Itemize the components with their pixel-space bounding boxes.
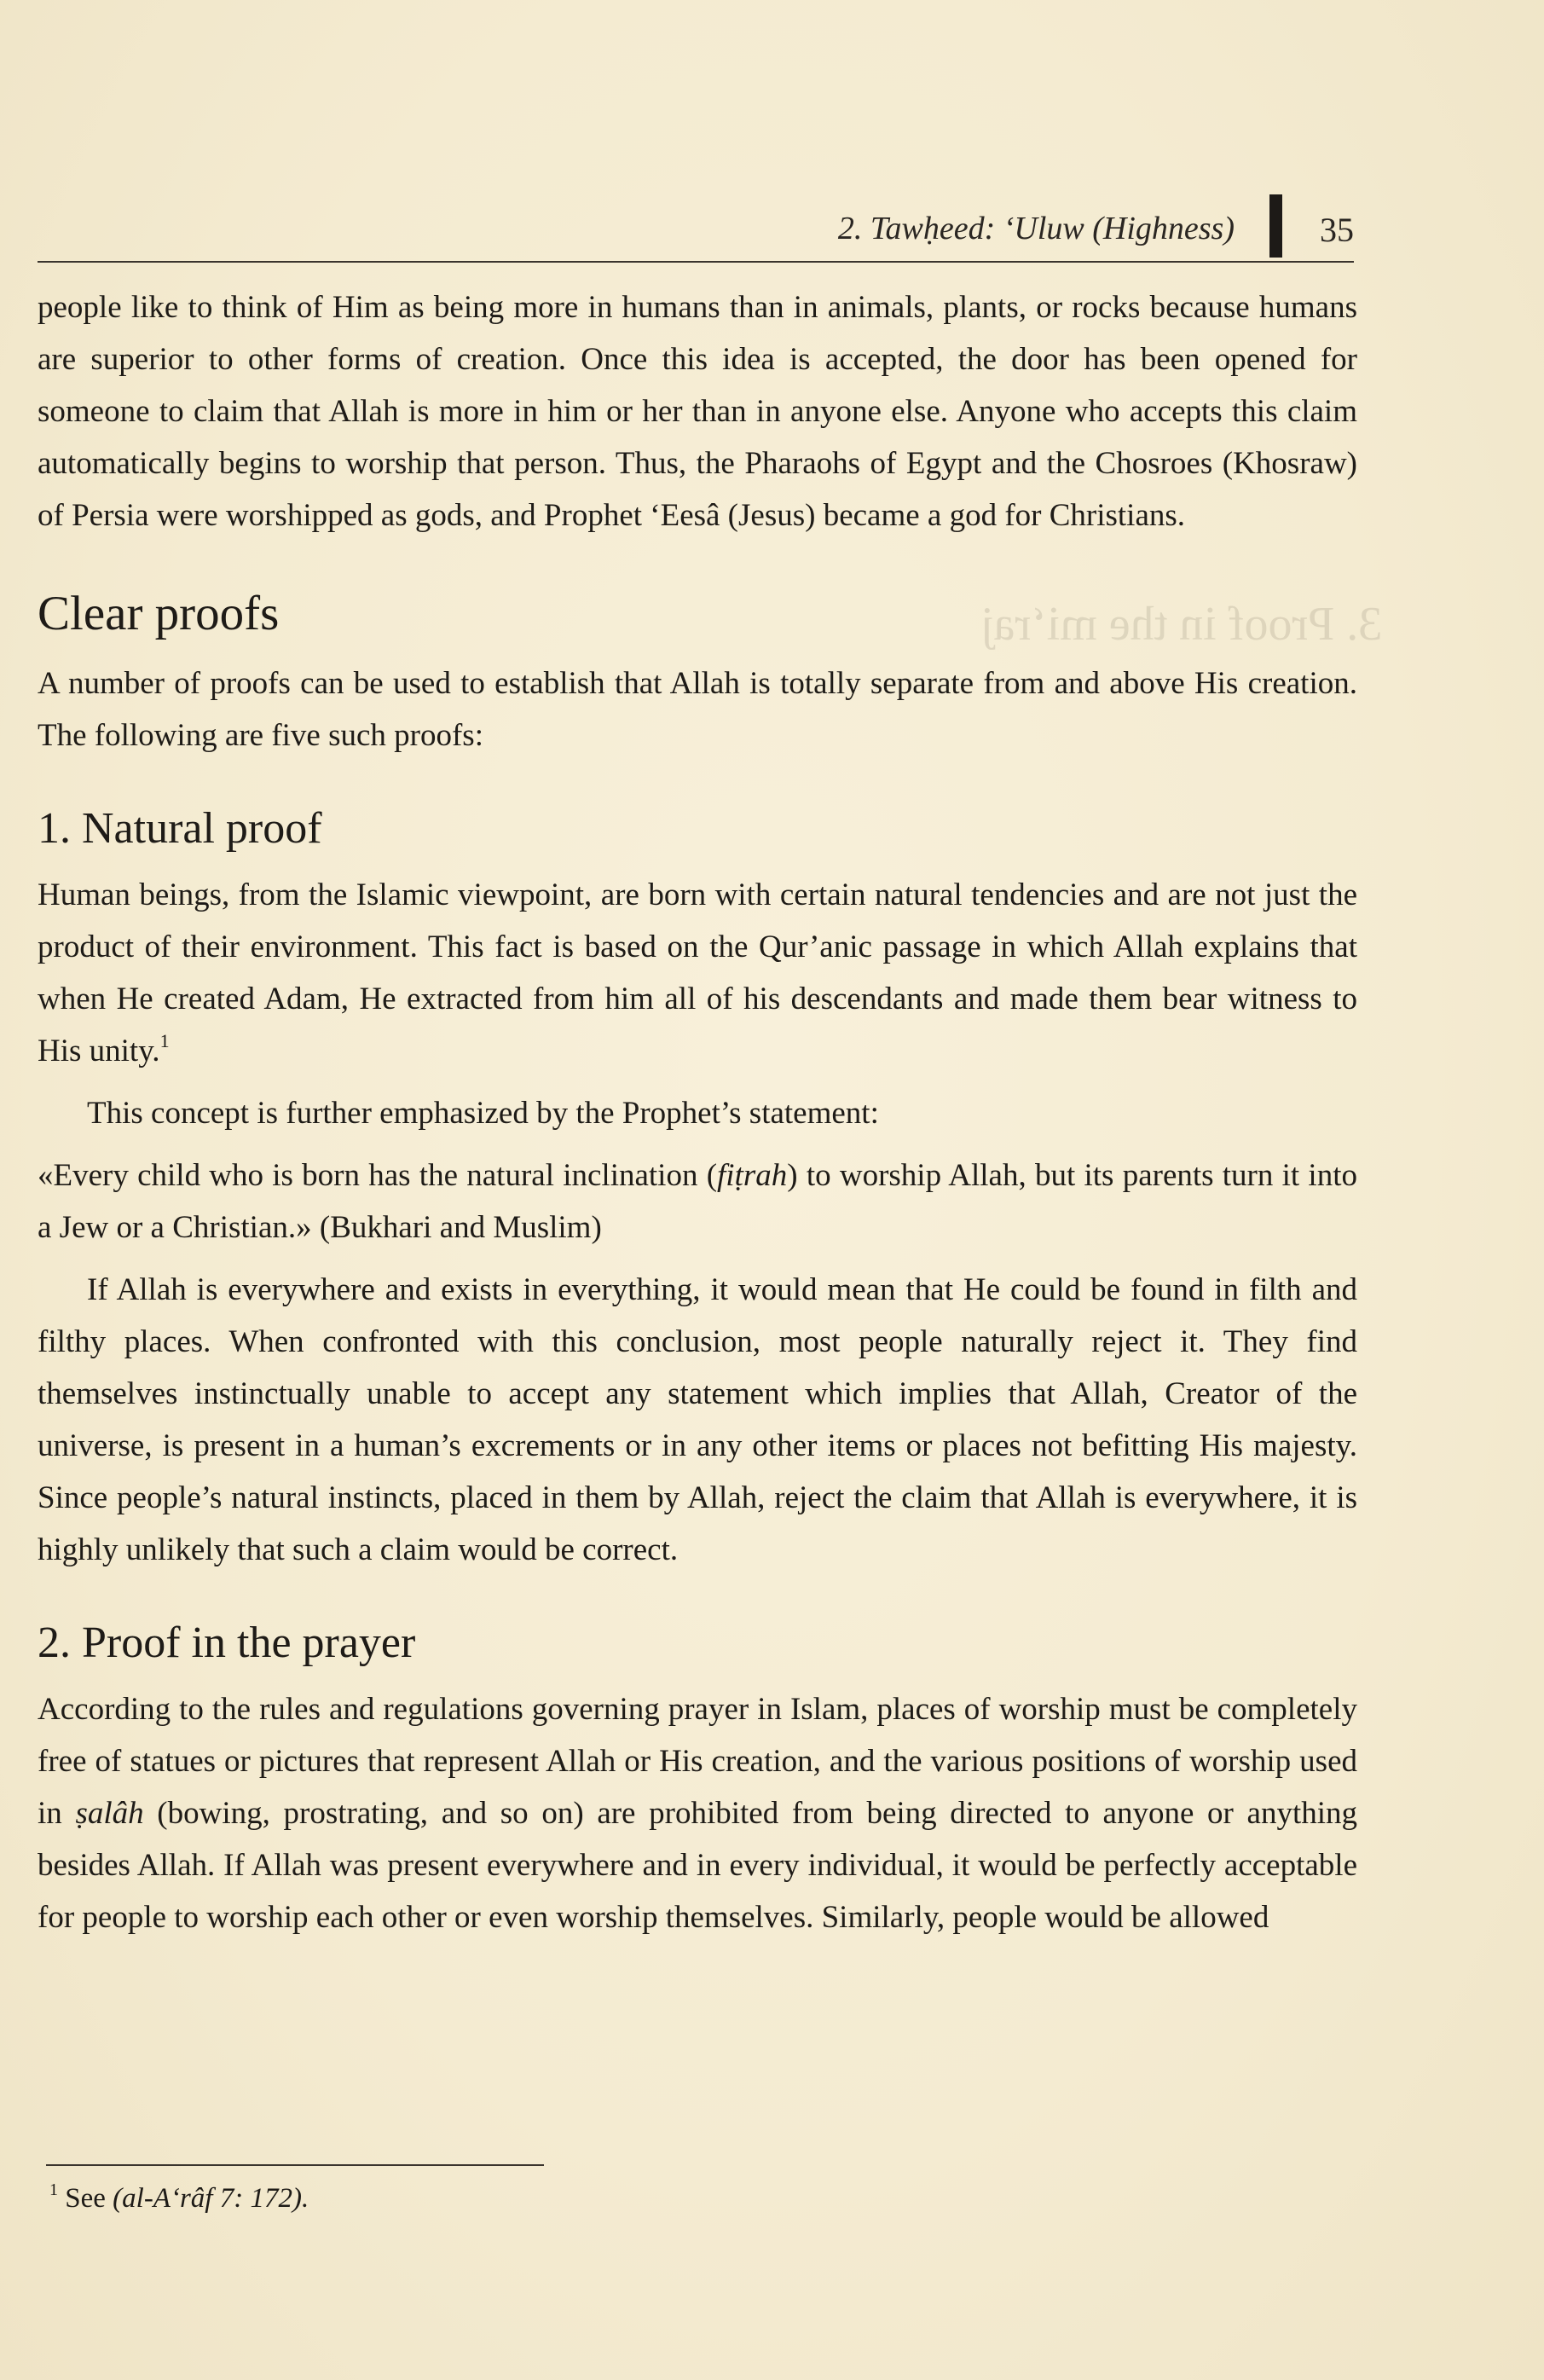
quote-italic-term: fiṭrah bbox=[717, 1158, 788, 1193]
hadith-quote bbox=[38, 1149, 1357, 1254]
paragraph-clear-proofs: A number of proofs can be used to establish that Allah is totally separate from and above His creation. The following are five such proofs: bbox=[38, 666, 1357, 753]
heading-clear-proofs: Clear proofs bbox=[38, 587, 280, 640]
paragraph-natural-1-text: Human beings, from the Islamic viewpoint, are born with certain natural tendencies and are not just the product of their environment. This fact is based on the Qur’anic passage in which Allah explains that when He created Adam, He extracted from him all of his descendants and made them bear witness to His unity. bbox=[38, 877, 1357, 1068]
bleed-through-text: 3. Proof in the mi‘raj bbox=[980, 598, 1383, 651]
paragraph-natural-3: If Allah is everywhere and exists in everything, it would mean that He could be found in filth and filthy places. When confronted with this conclusion, most people naturally reject it. They find themselves instinctually unable to accept any statement which implies that Allah, Creator of the universe, is present in a human’s excrements or in any other items or places not befitting His majesty. Since people’s natural instincts, placed in them by Allah, reject the claim that Allah is everywhere, it is highly unlikely that such a claim would be correct. bbox=[38, 1272, 1357, 1567]
footnote-citation: (al-A‘râf 7: 172). bbox=[113, 2183, 309, 2214]
paragraph-prayer bbox=[38, 1683, 1357, 1943]
header-bar-mark bbox=[1269, 194, 1282, 258]
paragraph-natural-1 bbox=[38, 869, 1357, 1077]
prayer-text-start: According to the rules and regulations governing prayer in Islam, places of worship must be completely free of statues or pictures that represent Allah or His creation, and the various positions of worship used in bbox=[38, 1692, 1357, 1831]
prayer-text-end: (bowing, prostrating, and so on) are prohibited from being directed to anyone or anything besides Allah. If Allah was present everywhere and in every individual, it would be perfectly acceptable for people to worship each other or even worship themselves. Similarly, people would be allowed bbox=[38, 1796, 1357, 1935]
prayer-italic-term: ṣalâh bbox=[75, 1796, 144, 1831]
quote-text-end: ) to worship Allah, but its parents turn it into a Jew or a Christian.» (Bukhari and Muslim) bbox=[38, 1158, 1357, 1245]
footnote-number: 1 bbox=[49, 2180, 58, 2199]
quote-text-start: «Every child who is born has the natural inclination ( bbox=[38, 1158, 718, 1193]
header-rule bbox=[38, 261, 1354, 263]
footnote-prefix: See bbox=[65, 2183, 113, 2214]
page-body bbox=[38, 281, 1357, 1943]
footnote bbox=[49, 2180, 309, 2215]
heading-prayer-proof: 2. Proof in the prayer bbox=[38, 1619, 416, 1667]
footnote-reference: 1 bbox=[159, 1030, 170, 1051]
paragraph-natural-2: This concept is further emphasized by the Prophet’s statement: bbox=[87, 1096, 879, 1131]
footnote-rule bbox=[46, 2164, 544, 2166]
page-number: 35 bbox=[1320, 211, 1354, 249]
heading-natural-proof: 1. Natural proof bbox=[38, 804, 322, 853]
page-header bbox=[38, 194, 1354, 261]
paragraph-intro: people like to think of Him as being more in humans than in animals, plants, or rocks because humans are superior to other forms of creation. Once this idea is accepted, the door has been opened for someone to claim that Allah is more in him or her than in anyone else. Anyone who accepts this claim automatically begins to worship that person. Thus, the Pharaohs of Egypt and the Chosroes (Khosraw) of Persia were worshipped as gods, and Prophet ‘Eesâ (Jesus) became a god for Christians. bbox=[38, 290, 1357, 533]
running-head: 2. Tawḥeed: ‘Uluw (Highness) bbox=[837, 211, 1235, 246]
